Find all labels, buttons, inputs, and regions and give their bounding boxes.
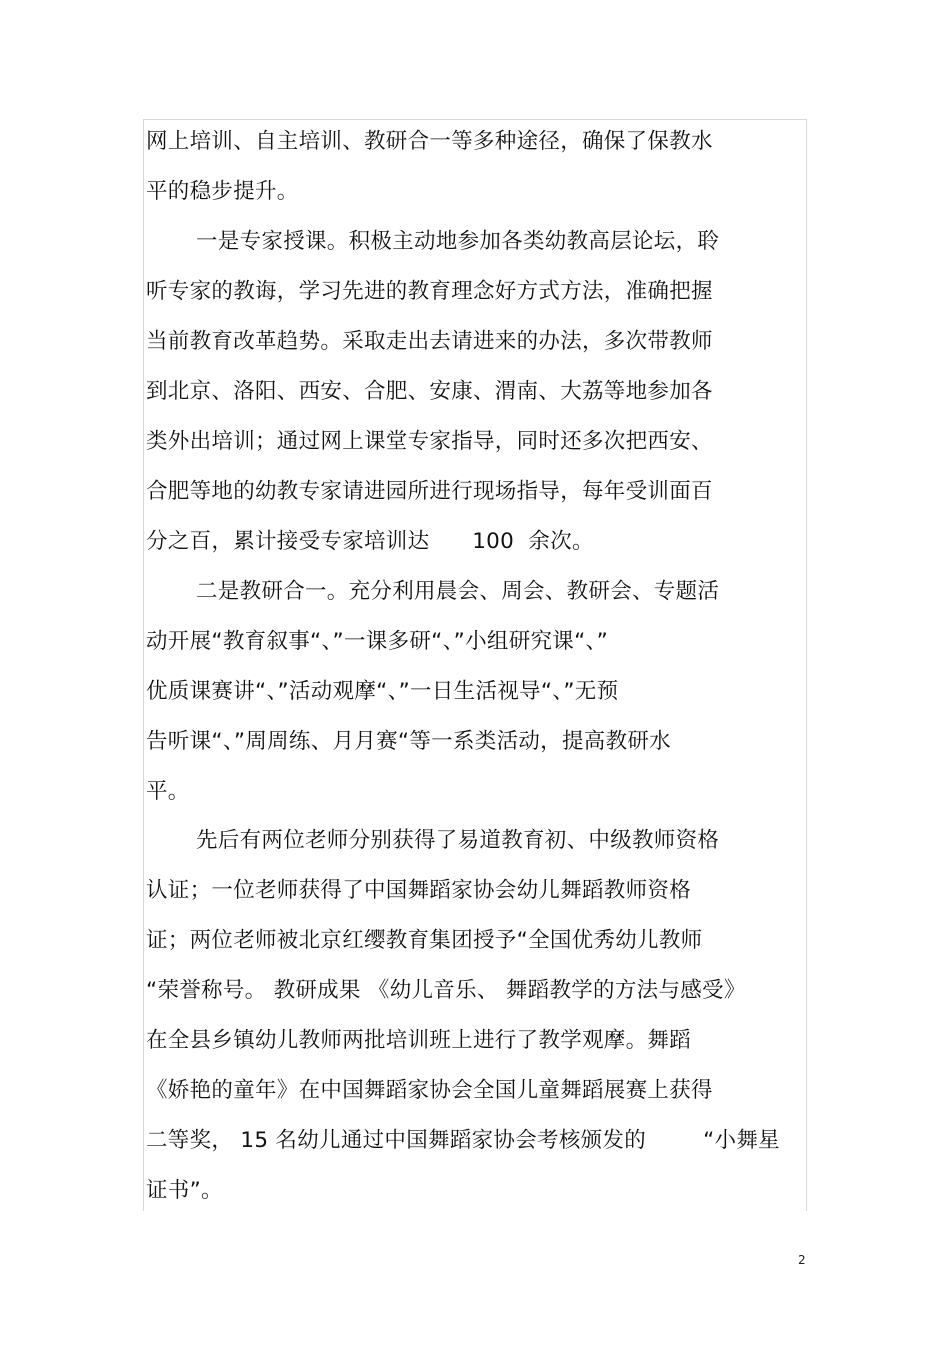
page-number: 2: [798, 1253, 806, 1267]
paragraph-first-line: 一是专家授课。积极主动地参加各类幼教高层论坛，聆: [196, 229, 720, 254]
text-line: 认证；一位老师获得了中国舞蹈家协会幼儿舞蹈教师资格: [146, 878, 692, 903]
text-line: 优质课赛讲“、”活动观摩“、”一日生活视导“、”无预: [146, 679, 619, 704]
page-frame-right-border: [806, 119, 807, 1211]
text-line: 分之百，累计接受专家培训达 100 余次。: [146, 529, 594, 554]
text-line: 证书”。: [146, 1178, 223, 1203]
text-line: 网上培训、自主培训、教研合一等多种途径，确保了保教水: [146, 129, 713, 154]
text-line: 平的稳步提升。: [146, 179, 299, 204]
text-line: 听专家的教诲，学习先进的教育理念好方式方法，准确把握: [146, 279, 713, 304]
paragraph-first-line: 二是教研合一。充分利用晨会、周会、教研会、专题活: [196, 579, 720, 604]
text-line: 动开展“教育叙事“、”一课多研“、”小组研究课“、”: [146, 629, 609, 654]
text-line: “荣誉称号。 教研成果 《幼儿音乐、 舞蹈教学的方法与感受》: [146, 978, 746, 1003]
paragraph-first-line: 先后有两位老师分别获得了易道教育初、中级教师资格: [196, 828, 720, 853]
text-line: 当前教育改革趋势。采取走出去请进来的办法，多次带教师: [146, 329, 713, 354]
text-line: 合肥等地的幼教专家请进园所进行现场指导，每年受训面百: [146, 479, 713, 504]
text-line: 《娇艳的童年》在中国舞蹈家协会全国儿童舞蹈展赛上获得: [146, 1078, 713, 1103]
page-frame-top-border: [143, 119, 807, 120]
text-line: 类外出培训；通过网上课堂专家指导，同时还多次把西安、: [146, 429, 713, 454]
text-line: 证；两位老师被北京红缨教育集团授予“全国优秀幼儿教师: [146, 928, 703, 953]
text-line: 到北京、洛阳、西安、合肥、安康、渭南、大荔等地参加各: [146, 379, 713, 404]
text-line: 平。: [146, 779, 190, 804]
text-line: 在全县乡镇幼儿教师两批培训班上进行了教学观摩。舞蹈: [146, 1028, 692, 1053]
text-line: 告听课“、”周周练、月月赛“等一系类活动，提高教研水: [146, 729, 671, 754]
text-line: 二等奖， 15 名幼儿通过中国舞蹈家协会考核颁发的 “小舞星: [146, 1128, 780, 1153]
page-frame-left-border: [143, 119, 144, 1211]
